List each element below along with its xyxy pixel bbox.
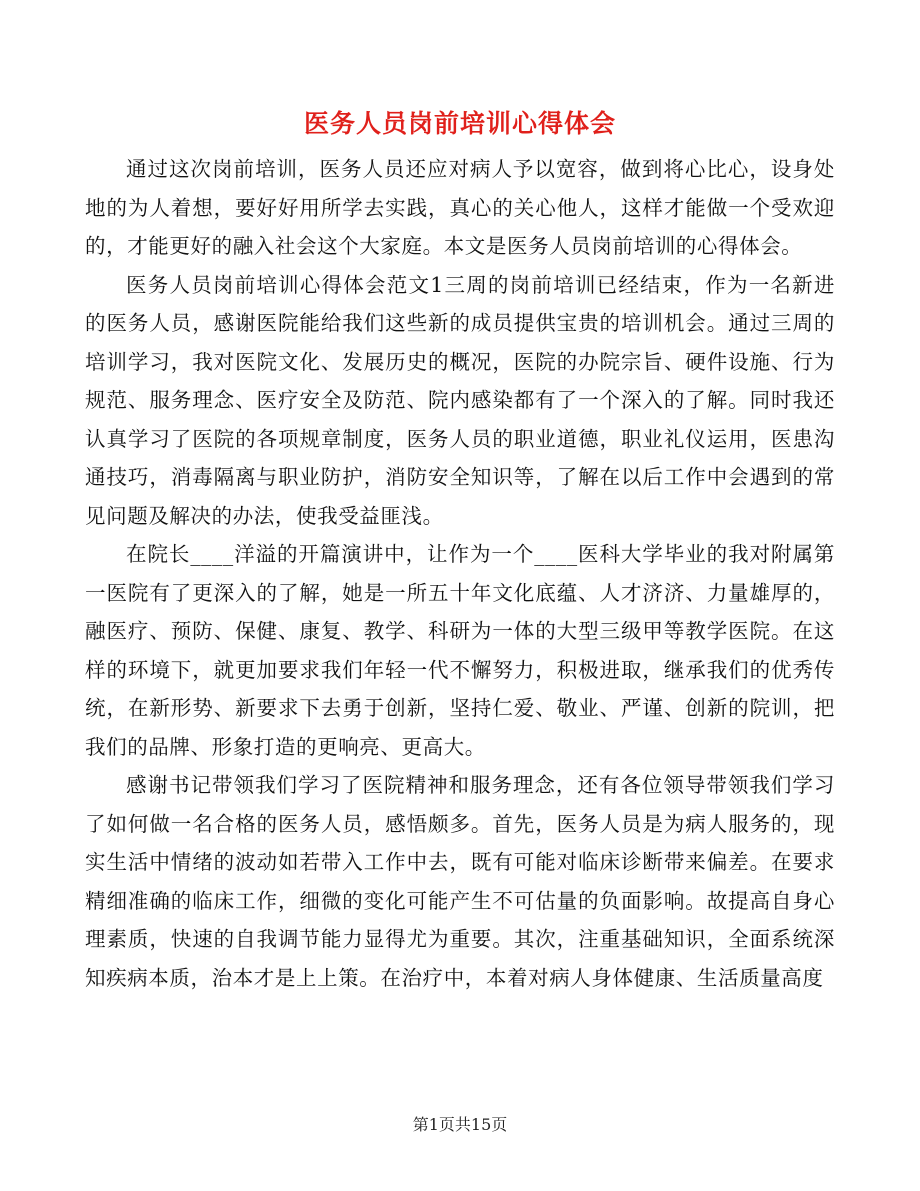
document-title: 医务人员岗前培训心得体会	[303, 109, 616, 138]
paragraph-dean-speech: 在院长____洋溢的开篇演讲中，让作为一个____医科大学毕业的我对附属第一医院有了更深入的了解，她是一所五十年文化底蕴、人才济济、力量雄厚的，融医疗、预防、保健、康复、教学、科研为一体的大型三级甲等教学医院。在这样的环境下，就更加要求我们年轻一代不懈努力，积极进取，继承我们的优秀传统，在新形势、新要求下去勇于创新，坚持仁爱、敬业、严谨、创新的院训，把我们的品牌、形象打造的更响亮、更高大。	[85, 542, 835, 759]
paragraph-sample-essay: 医务人员岗前培训心得体会范文1三周的岗前培训已经结束，作为一名新进的医务人员，感谢医院能给我们这些新的成员提供宝贵的培训机会。通过三周的培训学习，我对医院文化、发展历史的概况，医院的办院宗旨、硬件设施、行为规范、服务理念、医疗安全及防范、院内感染都有了一个深入的了解。同时我还认真学习了医院的各项规章制度，医务人员的职业道德，职业礼仪运用，医患沟通技巧，消毒隔离与职业防护，消防安全知识等，了解在以后工作中会遇到的常见问题及解决的办法，使我受益匪浅。	[85, 272, 835, 528]
page-number-footer: 第1页共15页	[412, 1115, 508, 1134]
paragraph-intro: 通过这次岗前培训，医务人员还应对病人予以宽容，做到将心比心，设身处地的为人着想，要好好用所学去实践，真心的关心他人，这样才能做一个受欢迎的，才能更好的融入社会这个大家庭。本文是医务人员岗前培训的心得体会。	[85, 157, 835, 258]
document-body	[85, 150, 835, 997]
paragraph-secretary-thanks: 感谢书记带领我们学习了医院精神和服务理念，还有各位领导带领我们学习了如何做一名合格的医务人员，感悟颇多。首先，医务人员是为病人服务的，现实生活中情绪的波动如若带入工作中去，既有可能对临床诊断带来偏差。在要求精细准确的临床工作，细微的变化可能产生不可估量的负面影响。故提高自身心理素质，快速的自我调节能力显得尤为重要。其次，注重基础知识，全面系统深知疾病本质，治本才是上上策。在治疗中，本着对病人身体健康、生活质量高度	[85, 773, 835, 990]
